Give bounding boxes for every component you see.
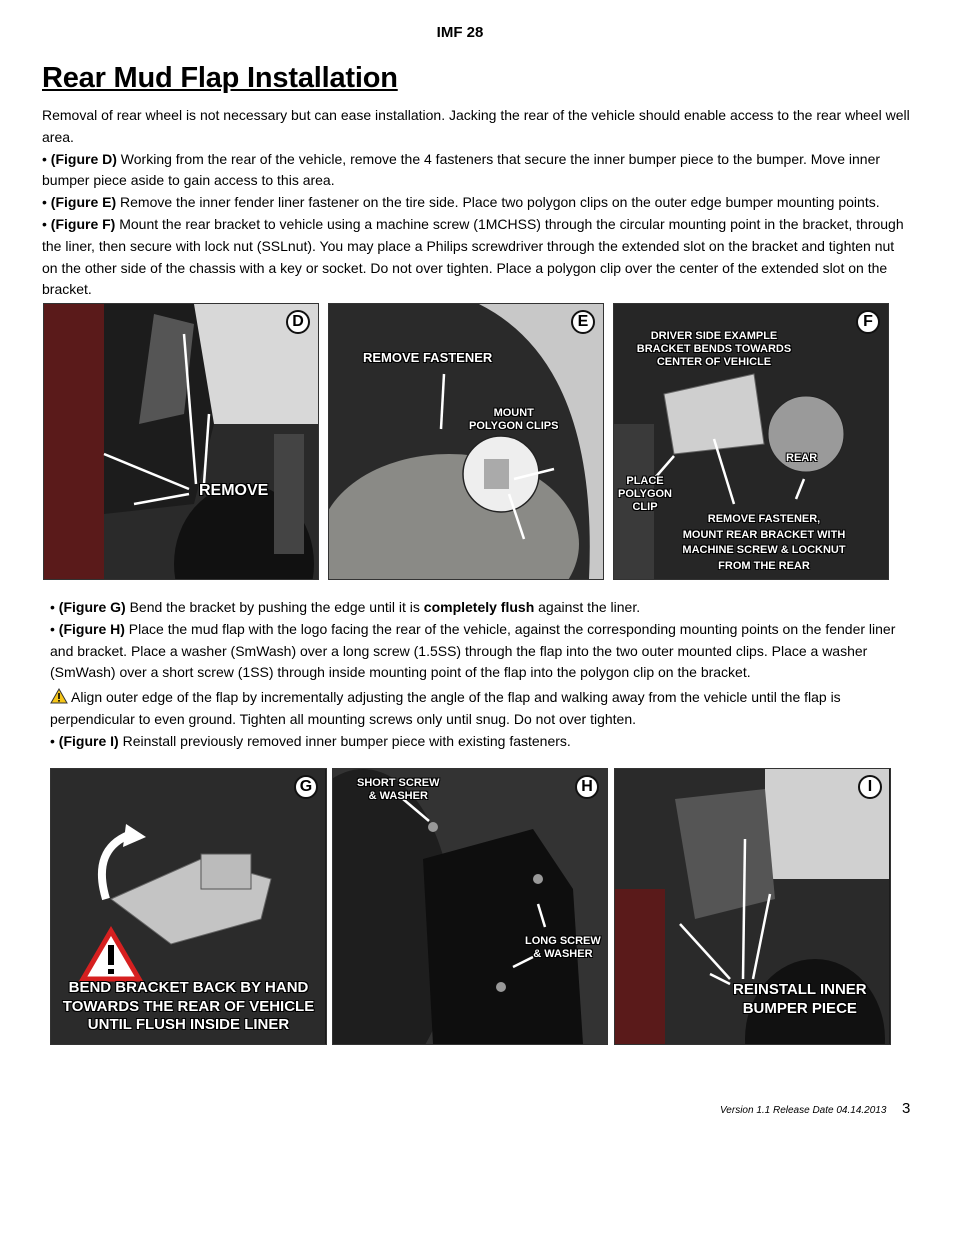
caption-remove-fastener: REMOVE FASTENER bbox=[363, 350, 493, 365]
document-code: IMF 28 bbox=[436, 24, 484, 41]
step-figure-e: • (Figure E) Remove the inner fender liner fastener on the tire side. Place two polygon clips on the outer edge bumper mounting points. bbox=[42, 194, 880, 211]
page-title: Rear Mud Flap Installation bbox=[42, 62, 398, 94]
figure-ref: (Figure E) bbox=[50, 194, 117, 211]
figure-label-badge: H bbox=[575, 775, 599, 799]
step-figure-i: • (Figure I) Reinstall previously removed inner bumper piece with existing fasteners. bbox=[50, 732, 571, 749]
step-figure-h: • (Figure H) Place the mud flap with the logo facing the rear of the vehicle, against the corresponding mounting points on the fender liner and bracket. Place a washer (SmWash) over a long screw (1.5SS) through the flap into the two outer mounted clips. Place a washer (SmWash) over a short screw (1SS) through inside mounting point of the flap into the polygon clip on the bracket. bbox=[50, 620, 896, 681]
emphasis: completely flush bbox=[423, 599, 535, 615]
figure-e-illustration bbox=[329, 304, 603, 579]
caption-bend-bracket: BEND BRACKET BACK BY HAND TOWARDS THE REAR OF VEHICLE UNTIL FLUSH INSIDE LINER bbox=[62, 979, 315, 1033]
figure-ref: (Figure D) bbox=[50, 150, 117, 167]
figure-d-photo bbox=[43, 303, 319, 580]
step-figure-g: • (Figure G) Bend the bracket by pushing the edge until it is completely flush against the liner. bbox=[50, 599, 641, 615]
step-figure-f: • (Figure F) Mount the rear bracket to vehicle using a machine screw (1MCHSS) through the circular mounting point in the bracket, through the liner, then secure with lock nut (SSLnut). You may place a Philips screwdriver through the extended slot on the bracket and tighten nut on the other side of the chassis with a key or socket. Do not over tighten. Place a polygon clip over the center of the extended slot on the bracket. bbox=[42, 215, 904, 298]
caption-remove: REMOVE bbox=[199, 482, 269, 499]
figure-d-illustration bbox=[44, 304, 318, 579]
caption-short-screw: SHORT SCREW & WASHER bbox=[357, 777, 440, 802]
caption-mount-rear-bracket: REMOVE FASTENER, MOUNT REAR BRACKET WITH MACHINE SCREW & LOCKNUT FROM THE REAR bbox=[682, 513, 846, 572]
figure-i-photo bbox=[614, 768, 891, 1045]
figure-h-photo bbox=[332, 768, 608, 1045]
step-figure-d: • (Figure D) Working from the rear of the vehicle, remove the 4 fasteners that secure the inner bumper piece to the bumper. Move inner bumper piece aside to gain access to this area. bbox=[42, 150, 881, 189]
warning-icon bbox=[50, 688, 68, 704]
figure-g-photo bbox=[50, 768, 327, 1045]
caption-place-polygon-clip: PLACE POLYGON CLIP bbox=[618, 475, 672, 513]
caption-driver-side-example: DRIVER SIDE EXAMPLE BRACKET BENDS TOWARDS CENTER OF VEHICLE bbox=[636, 330, 792, 368]
figure-label-badge: I bbox=[858, 775, 882, 799]
instructions-part-2 bbox=[50, 597, 910, 753]
figure-label-badge: E bbox=[571, 310, 595, 334]
caption-reinstall-inner: REINSTALL INNER BUMPER PIECE bbox=[733, 981, 867, 1017]
figure-label-badge: F bbox=[856, 310, 880, 334]
caption-long-screw: LONG SCREW & WASHER bbox=[525, 935, 601, 960]
warning-note: Align outer edge of the flap by incrementally adjusting the angle of the flap and walking away from the vehicle until the flap is perpendicular to even ground. Tighten all mounting screws only until snug. Do not over tighten. bbox=[50, 689, 841, 727]
caption-rear: REAR bbox=[786, 452, 818, 464]
instructions-part-1 bbox=[42, 105, 912, 301]
figure-e-photo bbox=[328, 303, 604, 580]
figure-ref: (Figure H) bbox=[58, 620, 125, 637]
page-number: 3 bbox=[902, 1100, 911, 1117]
figure-ref: (Figure I) bbox=[58, 732, 119, 749]
figure-h-illustration bbox=[333, 769, 607, 1044]
figure-label-badge: D bbox=[286, 310, 310, 334]
figure-ref: (Figure G) bbox=[58, 599, 126, 615]
caption-mount-polygon-clips: MOUNT POLYGON CLIPS bbox=[469, 407, 559, 432]
figure-label-badge: G bbox=[294, 775, 318, 799]
figure-ref: (Figure F) bbox=[50, 215, 116, 232]
intro-text: Removal of rear wheel is not necessary but can ease installation. Jacking the rear of the vehicle should enable access to the rear wheel well area. bbox=[42, 107, 910, 145]
footer-version: Version 1.1 Release Date 04.14.2013 bbox=[720, 1105, 887, 1116]
figure-f-photo bbox=[613, 303, 889, 580]
